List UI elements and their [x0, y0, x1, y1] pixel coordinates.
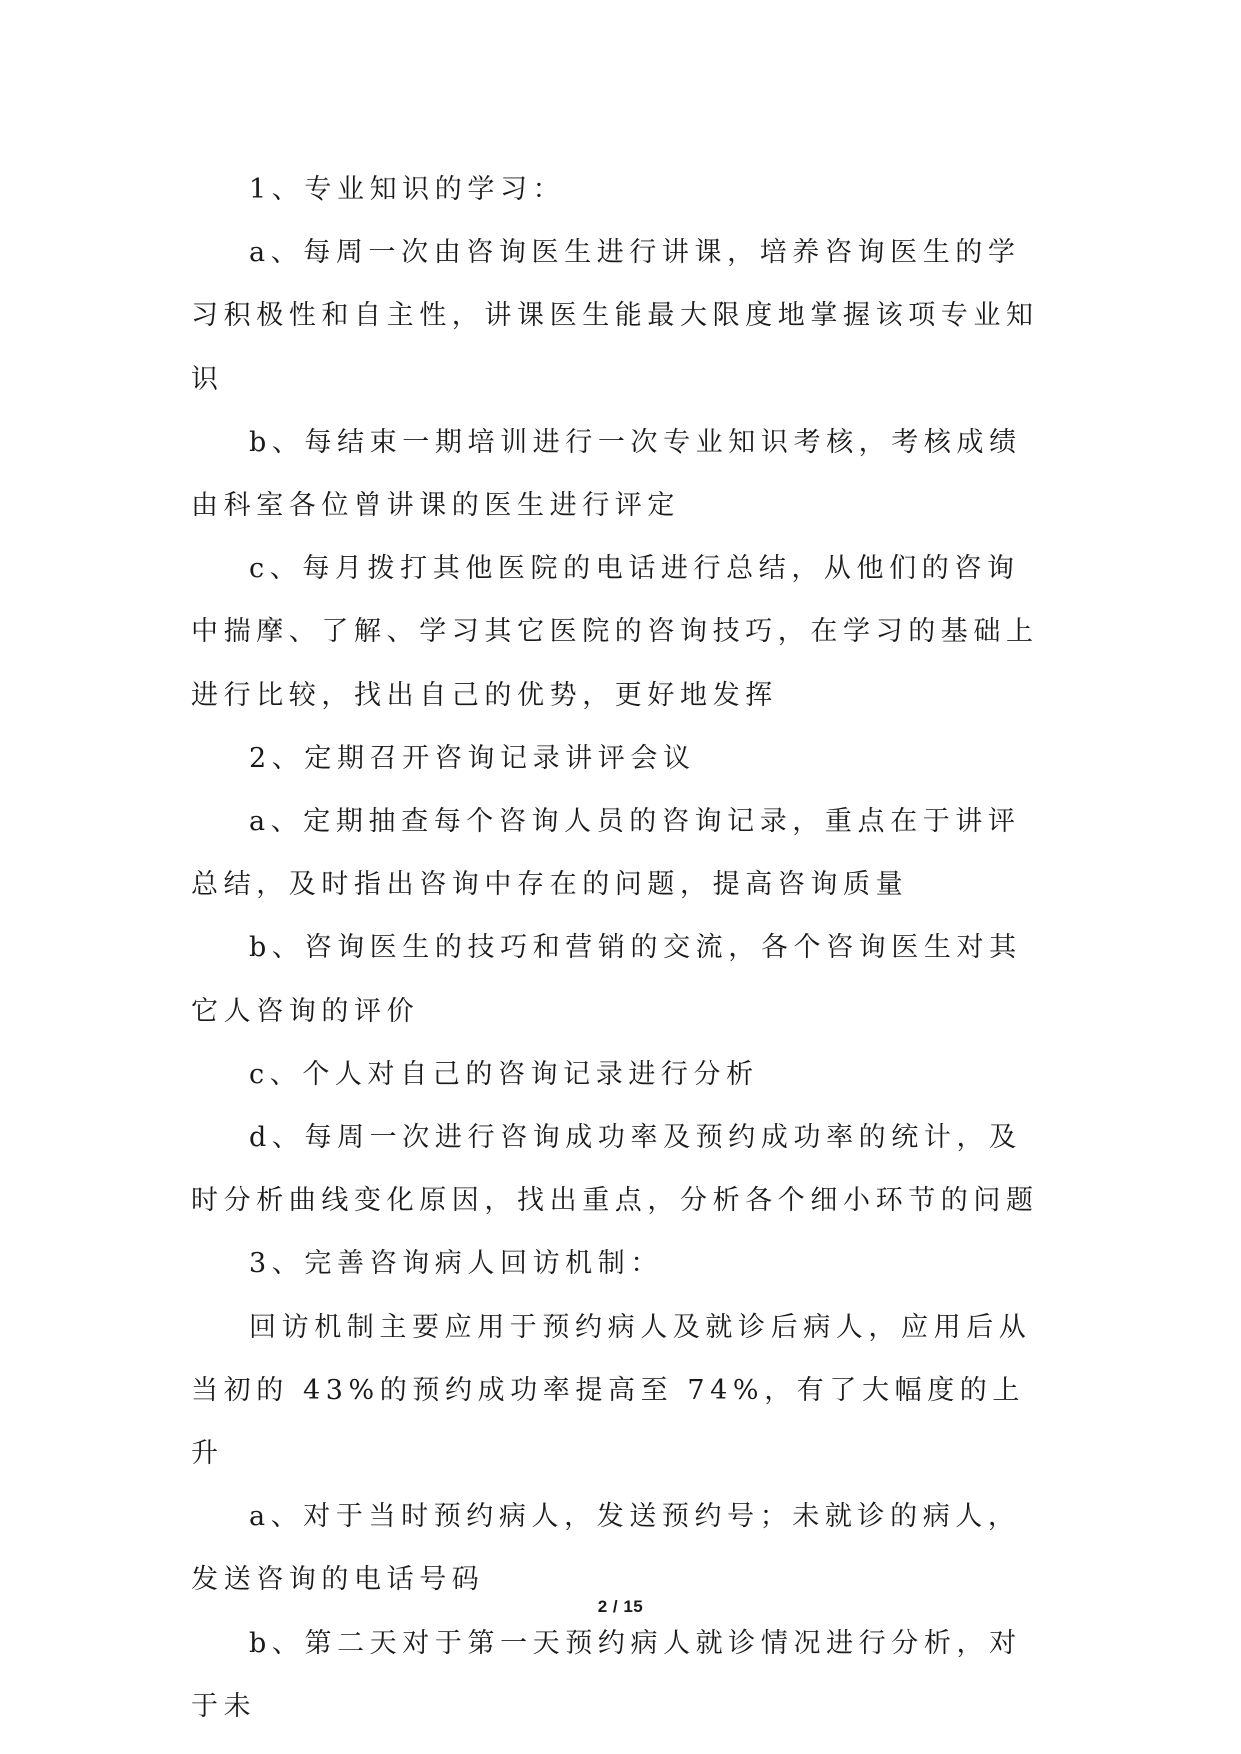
paragraph-3a: a、对于当时预约病人，发送预约号；未就诊的病人，发送咨询的电话号码: [191, 1501, 1021, 1596]
paragraph-3-intro: 回访机制主要应用于预约病人及就诊后病人，应用后从当初的 43%的预约成功率提高至 74%，有了大幅度的上升: [191, 1311, 1032, 1470]
paragraph-1c: c、每月拨打其他医院的电话进行总结，从他们的咨询中揣摩、了解、学习其它医院的咨询技巧，在学习的基础上进行比较，找出自己的优势，更好地发挥: [191, 553, 1039, 711]
paragraph-1-heading: 1、专业知识的学习：: [249, 174, 566, 205]
document-body: [191, 158, 1051, 1738]
paragraph-3b: b、第二天对于第一天预约病人就诊情况进行分析，对于未: [191, 1627, 1022, 1722]
paragraph-3-heading: 3、完善咨询病人回访机制：: [249, 1248, 663, 1280]
paragraph-2a: a、定期抽查每个咨询人员的咨询记录，重点在于讲评总结，及时指出咨询中存在的问题，提高咨询质量: [191, 806, 1021, 901]
paragraph-2-heading: 2、定期召开咨询记录讲评会议: [249, 742, 696, 774]
page-number: 2 / 15: [597, 1597, 644, 1616]
paragraph-2b: b、咨询医生的技巧和营销的交流，各个咨询医生对其它人咨询的评价: [191, 932, 1022, 1027]
paragraph-1b: b、每结束一期培训进行一次专业知识考核，考核成绩由科室各位曾讲课的医生进行评定: [191, 426, 1022, 522]
paragraph-2d: d、每周一次进行咨询成功率及预约成功率的统计，及时分析曲线变化原因，找出重点，分析各个细小环节的问题: [191, 1122, 1039, 1217]
paragraph-1a: a、每周一次由咨询医生进行讲课，培养咨询医生的学习积极性和自主性，讲课医生能最大限度地掌握该项专业知识: [191, 237, 1039, 395]
paragraph-2c: c、个人对自己的咨询记录进行分析: [249, 1058, 759, 1090]
